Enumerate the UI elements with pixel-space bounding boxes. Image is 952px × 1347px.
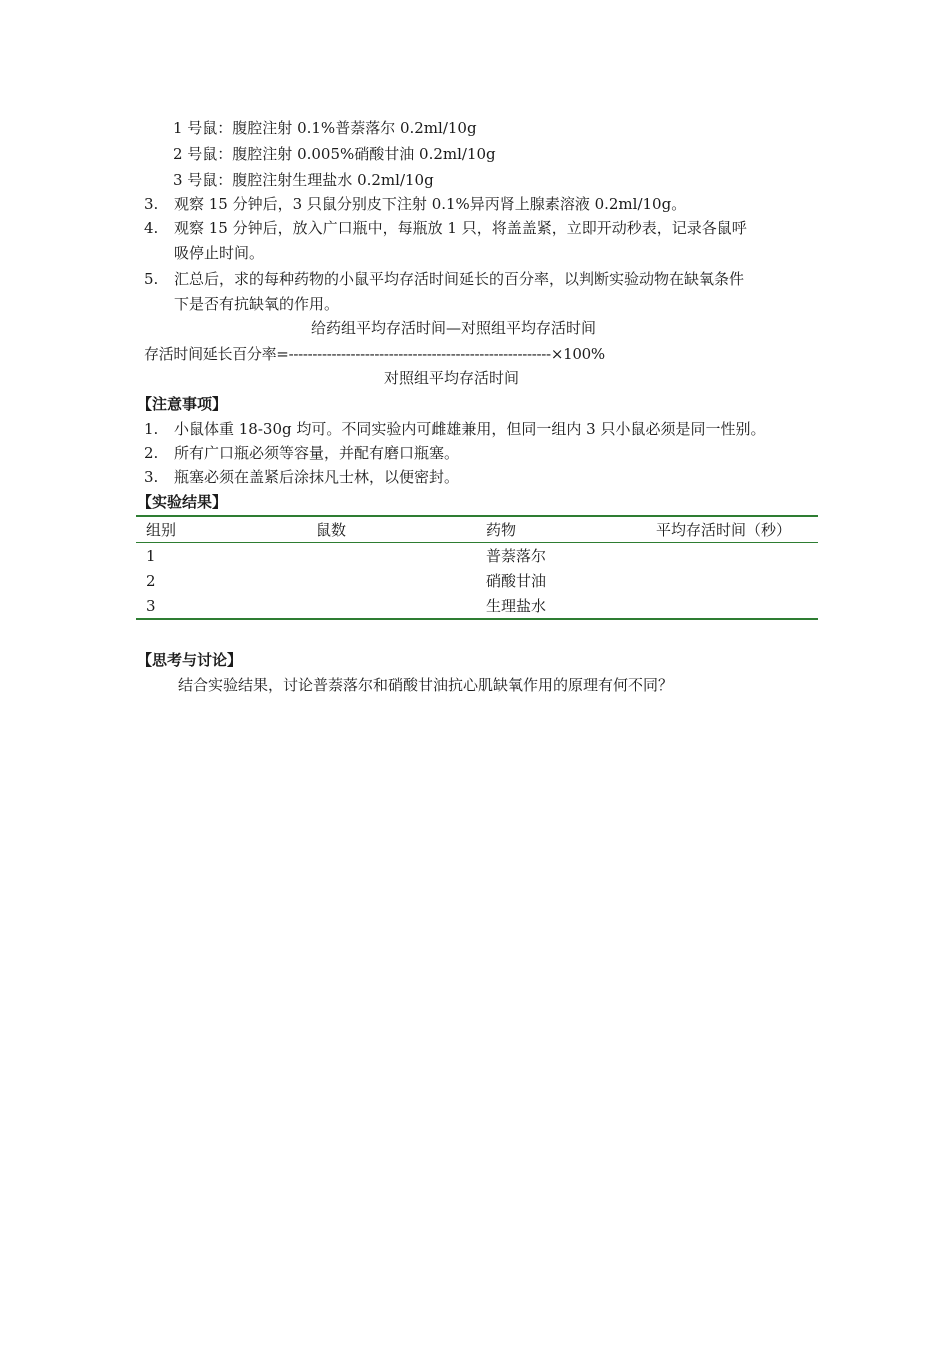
- note-number: 2.: [144, 444, 159, 462]
- step-3-text: 观察 15 分钟后，3 只鼠分别皮下注射 0.1%异丙肾上腺素溶液 0.2ml/10g。: [174, 195, 687, 213]
- row-group: 1: [146, 547, 156, 565]
- note-text: 小鼠体重 18-30g 均可。不同实验内可雌雄兼用，但同一组内 3 只小鼠必须是同一性别。: [174, 420, 766, 438]
- discussion-heading: 【思考与讨论】: [137, 651, 243, 669]
- note-number: 1.: [144, 420, 159, 438]
- table-bottom-rule: [136, 618, 818, 620]
- row-drug: 普萘落尔: [486, 547, 547, 565]
- row-group: 3: [146, 597, 156, 615]
- step-5: [144, 269, 744, 289]
- notes-heading: 【注意事项】: [137, 395, 228, 413]
- step-4-text: 观察 15 分钟后，放入广口瓶中，每瓶放 1 只，将盖盖紧，立即开动秒表，记录各鼠呼: [174, 219, 747, 237]
- formula-numerator: 给药组平均存活时间—对照组平均存活时间: [311, 319, 597, 337]
- row-group: 2: [146, 572, 156, 590]
- note-text: 所有广口瓶必须等容量，并配有磨口瓶塞。: [174, 444, 460, 462]
- step-3-number: 3.: [144, 195, 159, 213]
- table-header-rule: [136, 542, 818, 543]
- mouse-1-instruction: 1 号鼠：腹腔注射 0.1%普萘落尔 0.2ml/10g: [173, 119, 477, 137]
- mouse-3-instruction: 3 号鼠：腹腔注射生理盐水 0.2ml/10g: [173, 171, 434, 189]
- column-header-survival-time: 平均存活时间（秒）: [656, 521, 792, 539]
- discussion-question: 结合实验结果，讨论普萘落尔和硝酸甘油抗心肌缺氧作用的原理有何不同？: [178, 676, 674, 694]
- note-number: 3.: [144, 468, 159, 486]
- note-item: [144, 419, 765, 439]
- row-drug: 硝酸甘油: [486, 572, 547, 590]
- step-5-number: 5.: [144, 270, 159, 288]
- row-drug: 生理盐水: [486, 597, 547, 615]
- formula-line: [144, 344, 605, 364]
- step-5-text: 汇总后，求的每种药物的小鼠平均存活时间延长的百分率，以判断实验动物在缺氧条件: [174, 270, 745, 288]
- column-header-mice: 鼠数: [316, 521, 347, 539]
- results-heading: 【实验结果】: [137, 493, 228, 511]
- formula-label: 存活时间延长百分率=-------------------------------------------------------: [144, 345, 551, 363]
- step-4-continued: 吸停止时间。: [174, 244, 265, 262]
- step-3: [144, 194, 686, 214]
- table-top-rule: [136, 515, 818, 517]
- step-4-number: 4.: [144, 219, 159, 237]
- formula-multiplier: ×100%: [550, 345, 605, 363]
- step-4: [144, 218, 747, 238]
- step-5-continued: 下是否有抗缺氧的作用。: [174, 295, 340, 313]
- note-text: 瓶塞必须在盖紧后涂抹凡士林，以便密封。: [174, 468, 460, 486]
- formula-denominator: 对照组平均存活时间: [384, 369, 520, 387]
- column-header-drug: 药物: [486, 521, 517, 539]
- mouse-2-instruction: 2 号鼠：腹腔注射 0.005%硝酸甘油 0.2ml/10g: [173, 145, 496, 163]
- column-header-group: 组别: [146, 521, 177, 539]
- note-item: [144, 467, 459, 487]
- note-item: [144, 443, 459, 463]
